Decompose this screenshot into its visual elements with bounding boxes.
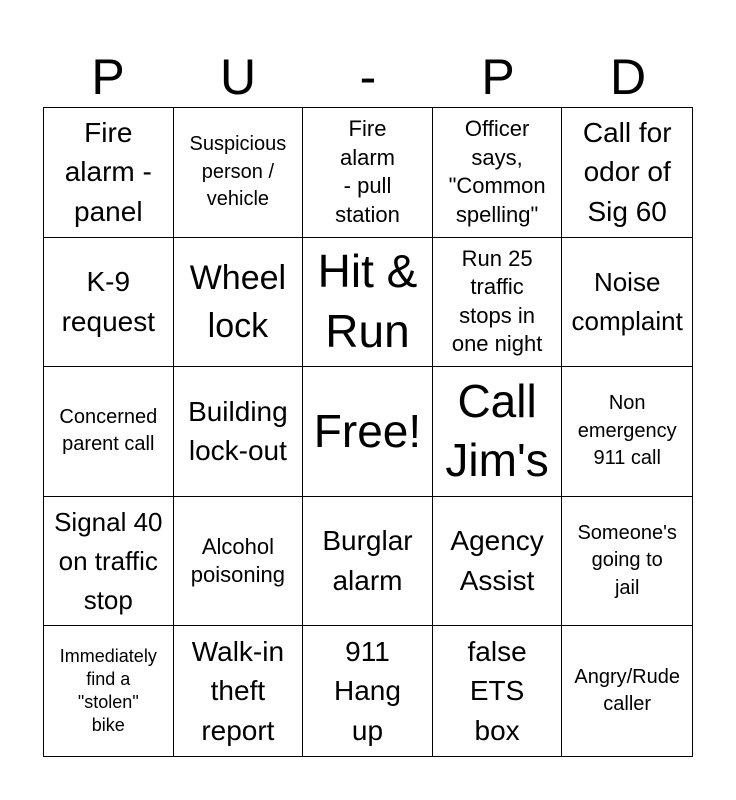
bingo-cell[interactable]: Concerned parent call [44,367,174,497]
bingo-cell[interactable]: K-9 request [44,238,174,368]
bingo-cell[interactable]: Immediately find a "stolen" bike [44,626,174,756]
bingo-cell[interactable]: Someone's going to jail [562,497,692,627]
bingo-cell[interactable]: Non emergency 911 call [562,367,692,497]
bingo-cell[interactable]: Agency Assist [433,497,563,627]
bingo-cell[interactable]: Fire alarm - panel [44,108,174,238]
header-letter-dash: - [359,49,377,105]
bingo-cell[interactable]: Suspicious person / vehicle [174,108,304,238]
bingo-cell[interactable]: Signal 40 on traffic stop [44,497,174,627]
bingo-header [43,48,693,106]
bingo-cell[interactable]: Call Jim's [433,367,563,497]
bingo-cell[interactable]: false ETS box [433,626,563,756]
bingo-cell[interactable]: 911 Hang up [303,626,433,756]
header-letter-p1: P [91,49,125,105]
bingo-cell[interactable]: Burglar alarm [303,497,433,627]
bingo-cell[interactable]: Walk-in theft report [174,626,304,756]
bingo-cell[interactable]: Wheel lock [174,238,304,368]
header-letter-p2: P [481,49,515,105]
bingo-cell[interactable]: Officer says, "Common spelling" [433,108,563,238]
bingo-cell[interactable]: Hit & Run [303,238,433,368]
bingo-cell[interactable]: Alcohol poisoning [174,497,304,627]
bingo-board [43,107,693,757]
bingo-cell[interactable]: Fire alarm - pull station [303,108,433,238]
bingo-cell[interactable]: Call for odor of Sig 60 [562,108,692,238]
bingo-cell[interactable]: Angry/Rude caller [574,665,680,716]
header-letter-d: D [609,49,647,105]
free-space-cell[interactable]: Free! [303,367,433,497]
bingo-cell[interactable]: Building lock-out [174,367,304,497]
header-letter-u: U [219,49,257,105]
bingo-cell[interactable]: Run 25 traffic stops in one night [433,238,563,368]
bingo-cell[interactable]: Noise complaint [562,238,692,368]
